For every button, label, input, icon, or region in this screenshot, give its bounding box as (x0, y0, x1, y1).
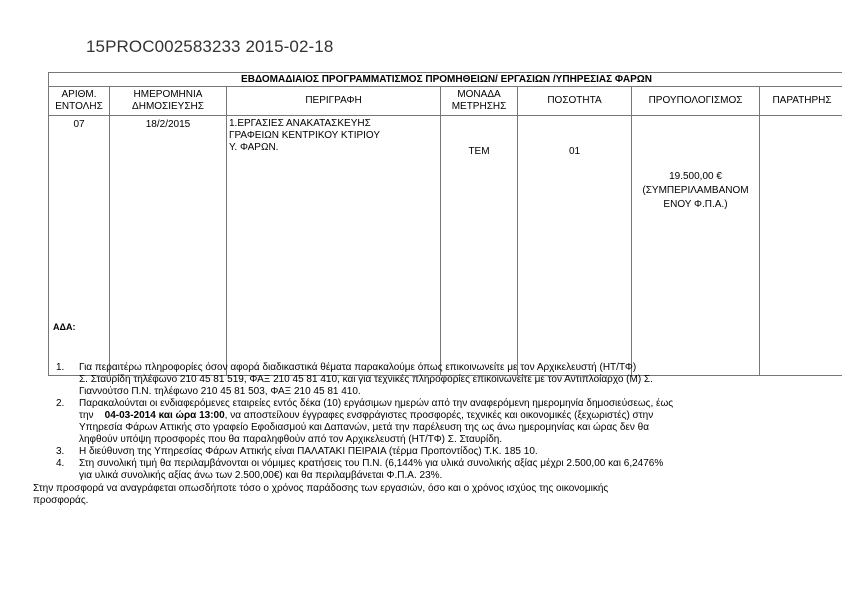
column-header-quantity: ΠΟΣΟΤΗΤΑ (518, 87, 632, 116)
note-1: 1. Για περαιτέρω πληροφορίες όσον αφορά διαδικαστικά θέματα παρακαλούμε όπως επικοινωνείτε με τον Αρχικελευστή (ΗΤ/ΤΦ) Σ. Σταυρίδη τηλέφωνο 210 45 81 519, ΦΑΞ 210 45 81 410, και για τεχνικές πληροφορίες επικοινωνείτε με τον Αντιπλοίαρχο (Μ) Σ. Γιαννούτσο Π.Ν. τηλέφωνο 210 45 81 503, ΦΑΞ 210 45 81 410. (56, 362, 653, 397)
cell-budget: 19.500,00 € (ΣΥΜΠΕΡΙΛΑΜΒΑΝΟΜ ΕΝΟΥ Φ.Π.Α.) (632, 116, 760, 376)
closing-statement: Στην προσφορά να αναγράφεται οπωσδήποτε τόσο ο χρόνος παράδοσης των εργασιών, όσο και ο χρόνος ισχύος της οικονομικής προσφοράς. (33, 483, 609, 506)
column-header-budget: ΠΡΟΥΠΟΛΟΓΙΣΜΟΣ (632, 87, 760, 116)
table-title: ΕΒΔΟΜΑΔΙΑΙΟΣ ΠΡΟΓΡΑΜΜΑΤΙΣΜΟΣ ΠΡΟΜΗΘΕΙΩΝ/ ΕΡΓΑΣΙΩΝ /ΥΠΗΡΕΣΙΑΣ ΦΑΡΩΝ (49, 73, 842, 87)
cell-description: 1.ΕΡΓΑΣΙΕΣ ΑΝΑΚΑΤΑΣΚΕΥΗΣ ΓΡΑΦΕΙΩΝ ΚΕΝΤΡΙΚΟΥ ΚΤΙΡΙΟΥ Υ. ΦΑΡΩΝ. (227, 116, 441, 376)
column-header-unit: ΜΟΝΑΔΑ ΜΕΤΡΗΣΗΣ (441, 87, 518, 116)
note-number: 1. (56, 362, 65, 373)
deadline-date: 04-03-2014 και ώρα 13:00 (104, 410, 225, 421)
column-header-pub-date: ΗΜΕΡΟΜΗΝΙΑ ΔΗΜΟΣΙΕΥΣΗΣ (110, 87, 227, 116)
cell-pub-date: 18/2/2015 (110, 116, 227, 376)
document-id: 15PROC002583233 2015-02-18 (86, 37, 334, 56)
cell-remarks (760, 116, 842, 376)
cell-quantity: 01 (518, 116, 632, 376)
procurement-table (48, 72, 842, 376)
note-number: 3. (56, 446, 65, 457)
column-header-remarks: ΠΑΡΑΤΗΡΗΣ (760, 87, 842, 116)
ada-label: ΑΔΑ: (53, 322, 76, 332)
notes-section (0, 362, 842, 507)
note-4: 4. Στη συνολική τιμή θα περιλαμβάνονται οι νόμιμες κρατήσεις του Π.Ν. (6,144% για υλικά συνολικής αξίας μέχρι 2.500,00 και 6,2476% για υλικά συνολικής αξίας άνω των 2.500,00€) και θα περιλαμβάνεται Φ.Π.Α. 23%. (56, 458, 664, 481)
column-header-description: ΠΕΡΙΓΡΑΦΗ (227, 87, 441, 116)
column-header-order-no: ΑΡΙΘΜ. ΕΝΤΟΛΗΣ (49, 87, 110, 116)
table-row (49, 116, 842, 376)
cell-order-no: 07 (49, 116, 110, 376)
note-number: 2. (56, 398, 65, 409)
note-2: 2. Παρακαλούνται οι ενδιαφερόμενες εταιρείες εντός δέκα (10) εργάσιμων ημερών από την αναφερόμενη ημερομηνία δημοσιεύσεως, έως την 04-03-2014 και ώρα 13:00, να αποστείλουν έγγραφες ενσφράγιστες προσφορές, τεχνικές και οικονομικές (ξεχωριστές) στην Υπηρεσία Φάρων Αττικής στο γραφείο Εφοδιασμού και Δαπανών, μετά την παρέλευση της ως άνω ημερομηνίας και ώρας δεν θα ληφθούν υπόψη προσφορές που θα παραληφθούν από τον Αρχικελευστή (ΗΤ/ΤΦ) Σ. Σταυρίδη. (56, 398, 674, 445)
note-number: 4. (56, 458, 65, 469)
note-3: 3. Η διεύθυνση της Υπηρεσίας Φάρων Αττικής είναι ΠΑΛΑΤΑΚΙ ΠΕΙΡΑΙΑ (τέρμα Προποντίδος) Τ.Κ. 185 10. (56, 446, 538, 457)
cell-unit: ΤΕΜ (441, 116, 518, 376)
